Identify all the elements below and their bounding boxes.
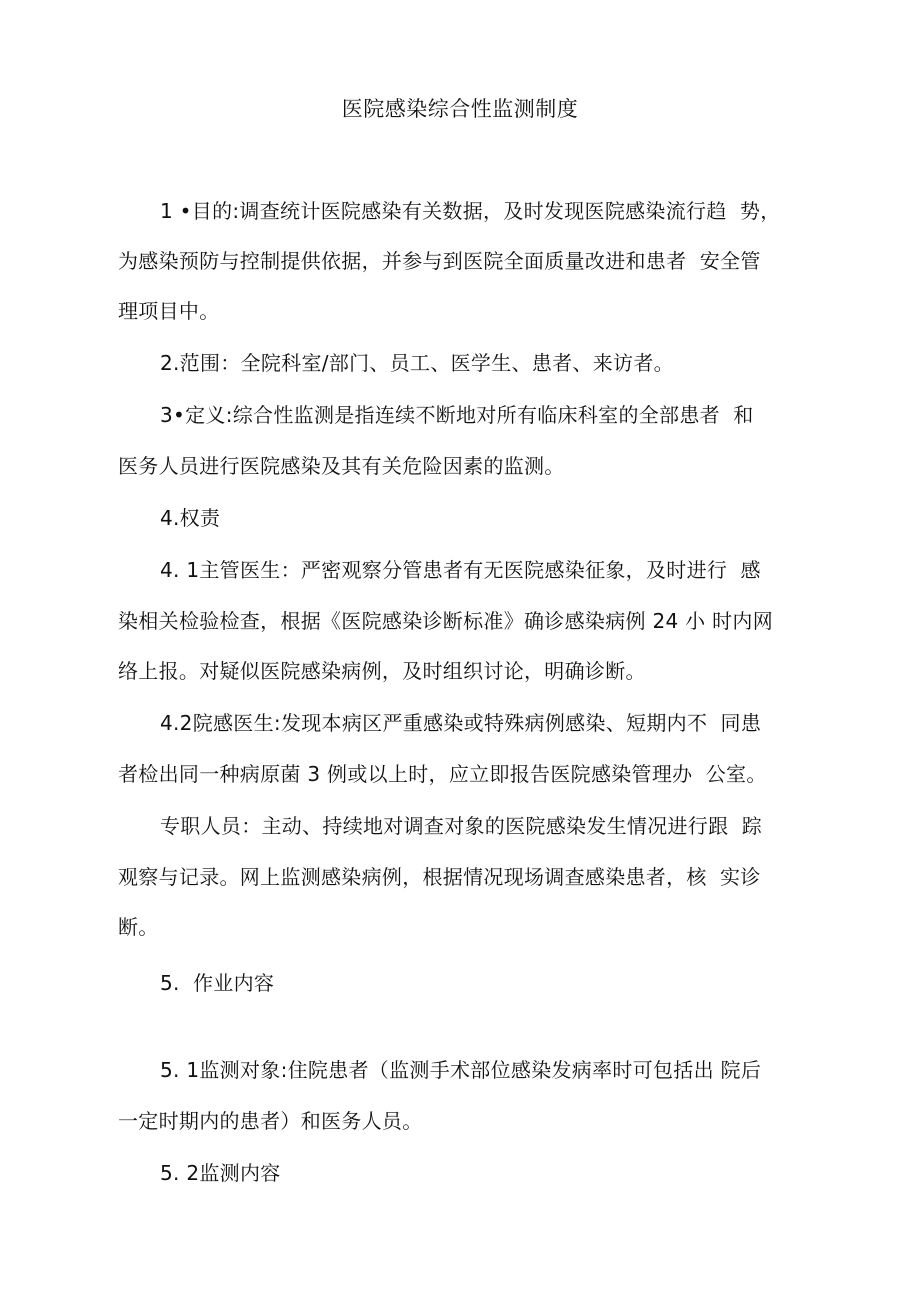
paragraph-line: 一定时期内的患者）和医务人员。 — [118, 1109, 423, 1133]
paragraph-line: 专职人员：主动、持续地对调查对象的医院感染发生情况进行跟 踪 — [160, 814, 763, 838]
paragraph-line: 观察与记录。网上监测感染病例，根据情况现场调查感染患者，核 实诊 — [118, 865, 761, 889]
paragraph-line: 染相关检验检查，根据《医院感染诊断标准》确诊感染病例 24 小 时内网 — [118, 609, 774, 633]
paragraph-line: 断。 — [118, 915, 159, 939]
paragraph-line: 4. 1主管医生：严密观察分管患者有无医院感染征象，及时进行 感 — [160, 558, 761, 582]
paragraph-line: 1 •目的:调查统计医院感染有关数据，及时发现医院感染流行趋 势， — [160, 199, 781, 223]
section-heading: 5. 2监测内容 — [160, 1161, 281, 1185]
paragraph-line: 5. 1监测对象:住院患者（监测手术部位感染发病率时可包括出 院后 — [160, 1058, 762, 1082]
paragraph-line: 理项目中。 — [118, 299, 220, 323]
document-title: 医院感染综合性监测制度 — [341, 97, 579, 121]
paragraph-line: 2.范围：全院科室/部门、员工、医学生、患者、来访者。 — [160, 351, 674, 375]
paragraph-line: 4.2院感医生:发现本病区严重感染或特殊病例感染、短期内不 同患 — [160, 711, 762, 735]
section-heading: 5. 作业内容 — [160, 971, 275, 995]
paragraph-line: 3•定义:综合性监测是指连续不断地对所有临床科室的全部患者 和 — [160, 403, 754, 427]
paragraph-line: 医务人员进行医院感染及其有关危险因素的监测。 — [118, 454, 565, 478]
section-heading: 4.权责 — [160, 506, 221, 530]
paragraph-line: 者检出同一种病原菌 3 例或以上时，应立即报告医院感染管理办 公室。 — [118, 762, 767, 786]
paragraph-line: 为感染预防与控制提供依据，并参与到医院全面质量改进和患者 安全管 — [118, 249, 761, 273]
paragraph-line: 络上报。对疑似医院感染病例，及时组织讨论，明确诊断。 — [118, 659, 646, 683]
